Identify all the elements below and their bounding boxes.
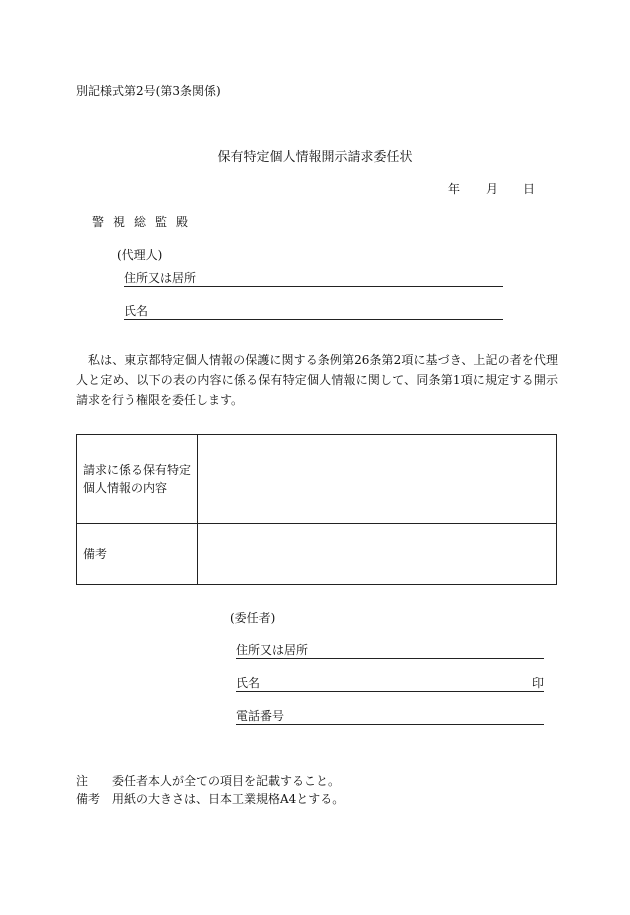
principal-address-label: 住所又は居所 bbox=[236, 643, 309, 657]
remarks-tag: 備考 bbox=[76, 792, 101, 806]
delegation-statement: 私は、東京都特定個人情報の保護に関する条例第26条第2項に基づき、上記の者を代理人と定め、以下の表の内容に係る保有特定個人情報に関して、同条第1項に規定する開示請求を行う権限を委任します。 bbox=[76, 353, 558, 407]
remarks-text: 用紙の大きさは、日本工業規格A4とする。 bbox=[112, 792, 345, 806]
date-row bbox=[448, 182, 535, 196]
table-row bbox=[77, 435, 557, 524]
principal-phone-label: 電話番号 bbox=[236, 709, 285, 723]
seal-mark: 印 bbox=[531, 676, 544, 690]
table-row bbox=[77, 524, 557, 585]
table-label-line: 備考 bbox=[83, 547, 108, 561]
date-month-label: 月 bbox=[486, 182, 499, 196]
note-text: 委任者本人が全ての項目を記載すること。 bbox=[112, 774, 341, 788]
remarks-line bbox=[76, 792, 344, 806]
table-label-cell bbox=[77, 524, 198, 585]
agent-name-label: 氏名 bbox=[124, 304, 149, 318]
principal-name-label: 氏名 bbox=[236, 676, 261, 690]
agent-address-field[interactable] bbox=[124, 271, 503, 287]
agent-address-label: 住所又は居所 bbox=[124, 271, 197, 285]
request-details-table bbox=[76, 434, 557, 585]
principal-address-field[interactable] bbox=[236, 643, 544, 659]
principal-heading: (委任者) bbox=[230, 611, 276, 625]
table-label-line: 請求に係る保有特定 bbox=[83, 463, 192, 477]
note-line bbox=[76, 774, 340, 788]
remarks-cell[interactable] bbox=[198, 524, 557, 585]
agent-name-field[interactable] bbox=[124, 304, 503, 320]
document-title: 保有特定個人情報開示請求委任状 bbox=[217, 150, 413, 165]
form-number: 別記様式第2号(第3条関係) bbox=[76, 84, 221, 98]
principal-name-field[interactable] bbox=[236, 676, 544, 692]
date-year-label: 年 bbox=[448, 182, 461, 196]
requested-info-content-cell[interactable] bbox=[198, 435, 557, 524]
principal-phone-field[interactable] bbox=[236, 709, 544, 725]
addressee: 警視総監殿 bbox=[92, 215, 198, 229]
date-day-label: 日 bbox=[523, 182, 536, 196]
table-label-cell bbox=[77, 435, 198, 524]
agent-heading: (代理人) bbox=[117, 248, 163, 262]
table-label-line: 個人情報の内容 bbox=[83, 481, 168, 495]
note-tag: 注 bbox=[76, 774, 89, 788]
